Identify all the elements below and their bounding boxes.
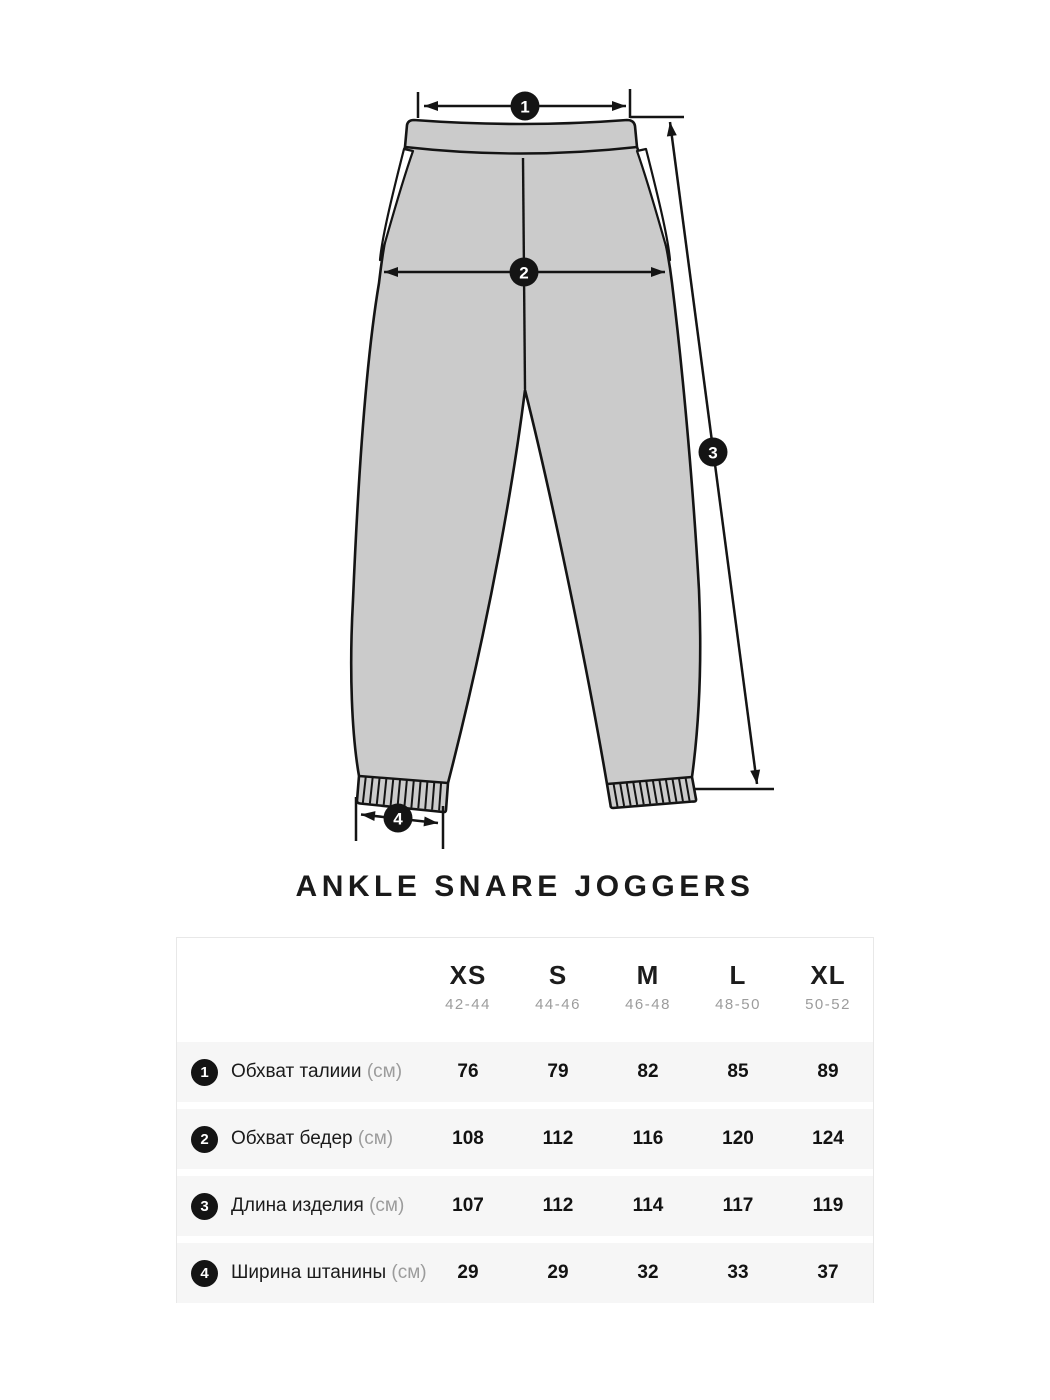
- value-cell: 120: [722, 1128, 754, 1149]
- callout-2-number: 2: [519, 263, 529, 283]
- callout-3-number: 3: [708, 443, 718, 463]
- value-cell: 79: [547, 1061, 569, 1082]
- size-column-m: [603, 938, 693, 1042]
- value-cell: 29: [457, 1262, 479, 1283]
- measurement-label: Ширина штанины (см): [231, 1262, 427, 1283]
- value-cell: 112: [542, 1195, 574, 1216]
- row-number-badge: 4: [191, 1260, 218, 1287]
- header-spacer: [177, 938, 423, 1042]
- unit-label: (см): [366, 1061, 403, 1082]
- row-number-badge: 3: [191, 1193, 218, 1220]
- size-label: S: [548, 960, 568, 990]
- row-number-badge: 2: [191, 1126, 218, 1153]
- value-cell: 76: [457, 1061, 479, 1082]
- value-cell: 107: [452, 1195, 484, 1216]
- table-row-hips: [177, 1109, 873, 1169]
- unit-label: (см): [357, 1128, 394, 1149]
- size-table-header: [177, 938, 873, 1042]
- value-cell: 124: [812, 1128, 844, 1149]
- value-cell: 114: [632, 1195, 664, 1216]
- value-cell: 117: [722, 1195, 754, 1216]
- size-column-s: [513, 938, 603, 1042]
- size-column-xs: [423, 938, 513, 1042]
- value-cell: 85: [727, 1061, 749, 1082]
- size-range: 44-46: [535, 996, 581, 1013]
- value-cell: 29: [547, 1262, 569, 1283]
- product-title: ANKLE SNARE JOGGERS: [295, 870, 755, 903]
- size-column-l: [693, 938, 783, 1042]
- value-cell: 82: [637, 1061, 659, 1082]
- size-label: XL: [810, 960, 846, 990]
- size-range: 48-50: [715, 996, 761, 1013]
- size-table: [176, 937, 874, 1303]
- size-label: L: [729, 960, 747, 990]
- measurement-label: Длина изделия (см): [231, 1195, 405, 1216]
- unit-label: (см): [369, 1195, 405, 1216]
- value-cell: 32: [637, 1262, 659, 1283]
- size-label: M: [636, 960, 660, 990]
- callout-1-number: 1: [520, 97, 530, 117]
- value-cell: 116: [632, 1128, 664, 1149]
- value-cell: 33: [727, 1262, 749, 1283]
- dimension-waist: [418, 89, 630, 121]
- table-row-leg-width: [177, 1243, 873, 1303]
- value-cell: 37: [817, 1262, 839, 1283]
- value-cell: 112: [542, 1128, 574, 1149]
- measurement-label: Обхват бедер (см): [231, 1128, 394, 1149]
- size-range: 46-48: [625, 996, 671, 1013]
- value-cell: 89: [817, 1061, 839, 1082]
- value-cell: 119: [812, 1195, 844, 1216]
- size-label: XS: [449, 960, 487, 990]
- table-row-waist: [177, 1042, 873, 1102]
- size-column-xl: [783, 938, 873, 1042]
- table-row-length: [177, 1176, 873, 1236]
- size-range: 42-44: [445, 996, 491, 1013]
- callout-4-number: 4: [393, 809, 403, 829]
- row-number-badge: 1: [191, 1059, 218, 1086]
- value-cell: 108: [452, 1128, 484, 1149]
- joggers-outline: [351, 120, 700, 812]
- size-range: 50-52: [805, 996, 851, 1013]
- unit-label: (см): [391, 1262, 427, 1283]
- measurement-label: Обхват талиии (см): [231, 1061, 403, 1082]
